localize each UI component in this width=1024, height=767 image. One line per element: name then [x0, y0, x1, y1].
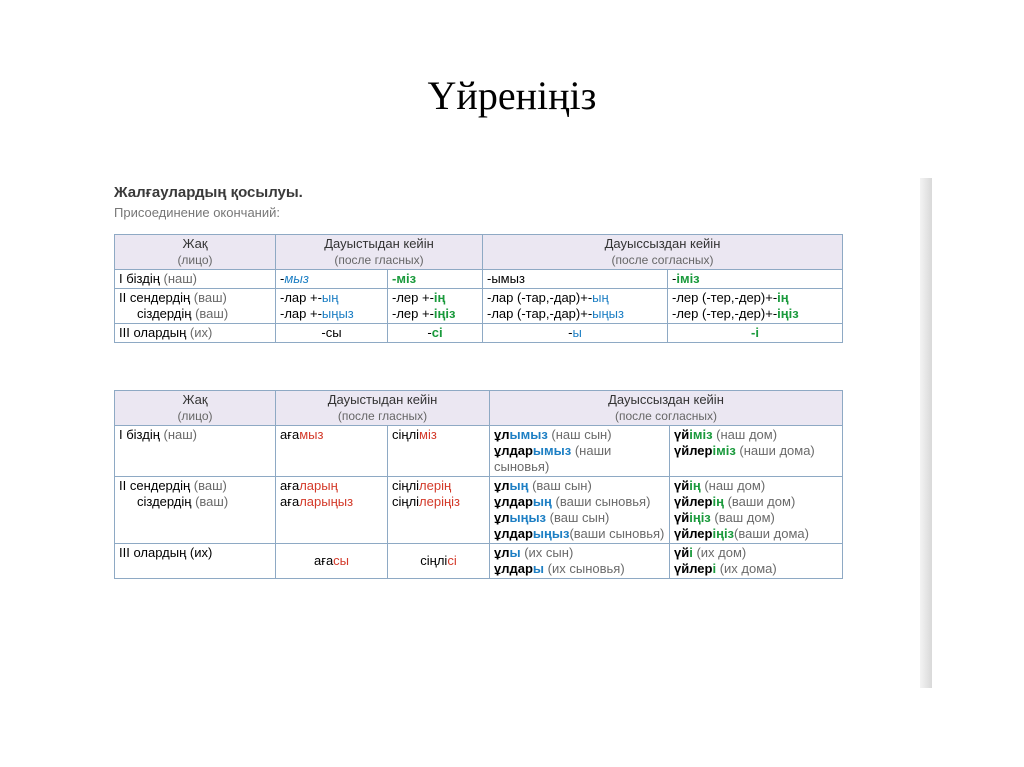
- suffix-cell: -іміз: [668, 270, 843, 289]
- table-row: [115, 426, 843, 477]
- suffix-rules-table: [114, 234, 843, 343]
- person-cell: II сендердің (ваш) сіздердің (ваш): [115, 289, 276, 324]
- header-after-vowel: Дауыстыдан кейін (после гласных): [276, 391, 490, 426]
- suffix-cell: -міз: [388, 270, 483, 289]
- document-heading: Жалғаулардың қосылуы.: [114, 184, 303, 201]
- suffix-cell: -сі: [388, 324, 483, 343]
- table-row: [115, 324, 843, 343]
- header-person: Жақ (лицо): [115, 391, 276, 426]
- example-cell: үйі (их дом) үйлері (их дома): [670, 544, 843, 579]
- suffix-cell: -лер +-ің -лер +-іңіз: [388, 289, 483, 324]
- example-cell: үйің (наш дом) үйлерің (ваши дом) үйіңіз (ваш дом) үйлеріңіз(ваши дома): [670, 477, 843, 544]
- document-subheading: Присоединение окончаний:: [114, 205, 280, 220]
- example-cell: ағасы: [276, 544, 388, 579]
- examples-table: [114, 390, 843, 579]
- example-cell: ағаларың ағаларыңыз: [276, 477, 388, 544]
- example-cell: ұлы (их сын) ұлдары (их сыновья): [490, 544, 670, 579]
- example-cell: сіңлілерің сіңлілеріңіз: [388, 477, 490, 544]
- example-cell: ұлымыз (наш сын) ұлдарымыз (наши сыновья): [490, 426, 670, 477]
- table-header-row: [115, 235, 843, 270]
- person-cell: II сендердің (ваш) сіздердің (ваш): [115, 477, 276, 544]
- suffix-cell: -лар +-ың -лар +-ыңыз: [276, 289, 388, 324]
- suffix-cell: -мыз: [276, 270, 388, 289]
- suffix-cell: -лар (-тар,-дар)+-ың -лар (-тар,-дар)+-ыңыз: [483, 289, 668, 324]
- table-row: [115, 544, 843, 579]
- person-cell: III олардың (их): [115, 544, 276, 579]
- table-row: [115, 477, 843, 544]
- slide-title: Үйреніңіз: [427, 73, 597, 118]
- suffix-cell: -ымыз: [483, 270, 668, 289]
- person-cell: III олардың (их): [115, 324, 276, 343]
- table-header-row: [115, 391, 843, 426]
- header-after-consonant: Дауыссыздан кейін (после согласных): [483, 235, 843, 270]
- page-edge-shadow: [920, 178, 932, 688]
- example-cell: үйіміз (наш дом) үйлеріміз (наши дома): [670, 426, 843, 477]
- example-cell: сіңліміз: [388, 426, 490, 477]
- table-row: [115, 289, 843, 324]
- person-cell: I біздің (наш): [115, 426, 276, 477]
- example-cell: ағамыз: [276, 426, 388, 477]
- example-cell: ұлың (ваш сын) ұлдарың (ваши сыновья) ұлыңыз (ваш сын) ұлдарыңыз(ваши сыновья): [490, 477, 670, 544]
- header-after-consonant: Дауыссыздан кейін (после согласных): [490, 391, 843, 426]
- table-row: [115, 270, 843, 289]
- header-person: Жақ (лицо): [115, 235, 276, 270]
- suffix-cell: -ы: [483, 324, 668, 343]
- suffix-cell: -лер (-тер,-дер)+-ің -лер (-тер,-дер)+-іңіз: [668, 289, 843, 324]
- suffix-cell: -і: [668, 324, 843, 343]
- example-cell: сіңлісі: [388, 544, 490, 579]
- person-cell: I біздің (наш): [115, 270, 276, 289]
- suffix-cell: -сы: [276, 324, 388, 343]
- header-after-vowel: Дауыстыдан кейін (после гласных): [276, 235, 483, 270]
